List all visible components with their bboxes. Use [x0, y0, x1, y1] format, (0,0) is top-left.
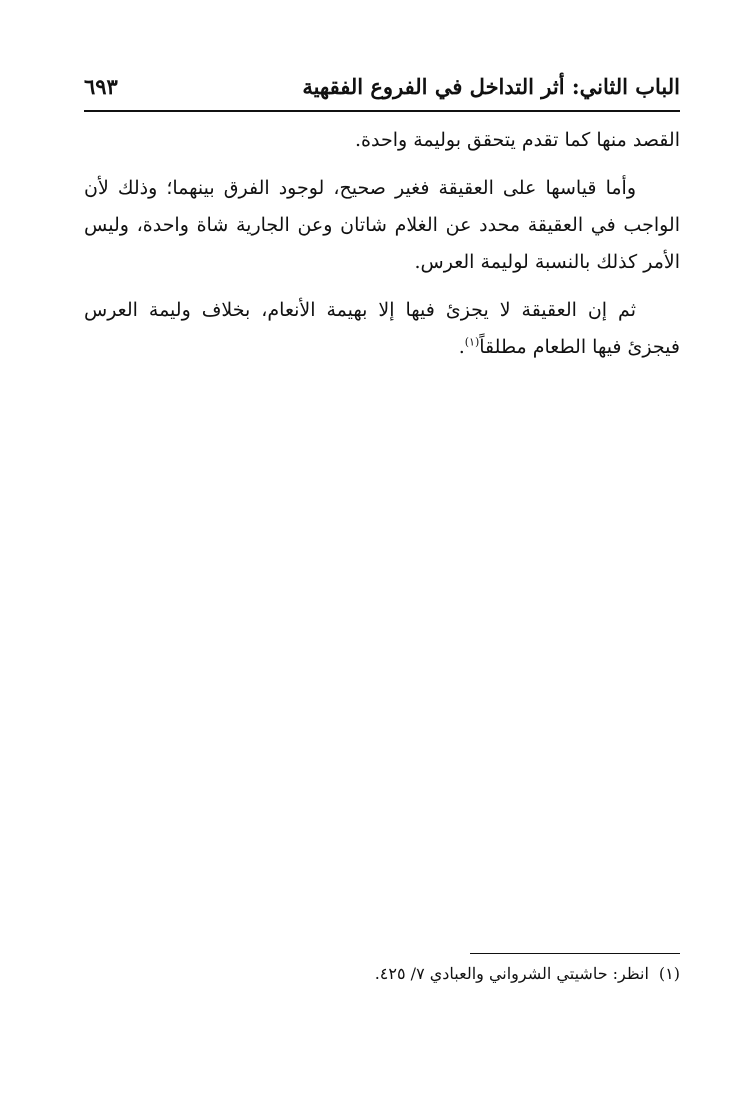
paragraph-3-period: . [458, 336, 465, 358]
paragraph-2: وأما قياسها على العقيقة فغير صحيح، لوجود الفرق بينهما؛ وذلك لأن الواجب في العقيقة محدد عن الغلام شاتان وعن الجارية شاة واحدة، وليس الأمر كذلك بالنسبة لوليمة العرس. [84, 177, 680, 273]
footnote-separator [470, 953, 680, 954]
footnote-text: انظر: حاشيتي الشرواني والعبادي ٧/ ٤٢٥. [374, 964, 649, 983]
paragraph-1: القصد منها كما تقدم يتحقق بوليمة واحدة. [355, 129, 680, 151]
footnote-reference[interactable]: (١) [464, 335, 480, 349]
footnote-1 [84, 960, 680, 988]
running-header [84, 72, 680, 106]
main-text [84, 122, 680, 377]
header-rule [84, 110, 680, 112]
paragraph-3 [84, 292, 680, 366]
paragraph-3-text: ثم إن العقيقة لا يجزئ فيها إلا بهيمة الأنعام، بخلاف وليمة العرس فيجزئ فيها الطعام مطلقاً [84, 299, 680, 358]
chapter-title: الباب الثاني: أثر التداخل في الفروع الفقهية [302, 74, 680, 99]
footnote-marker: (١) [658, 964, 680, 983]
page-number: ٦٩٣ [84, 74, 118, 99]
